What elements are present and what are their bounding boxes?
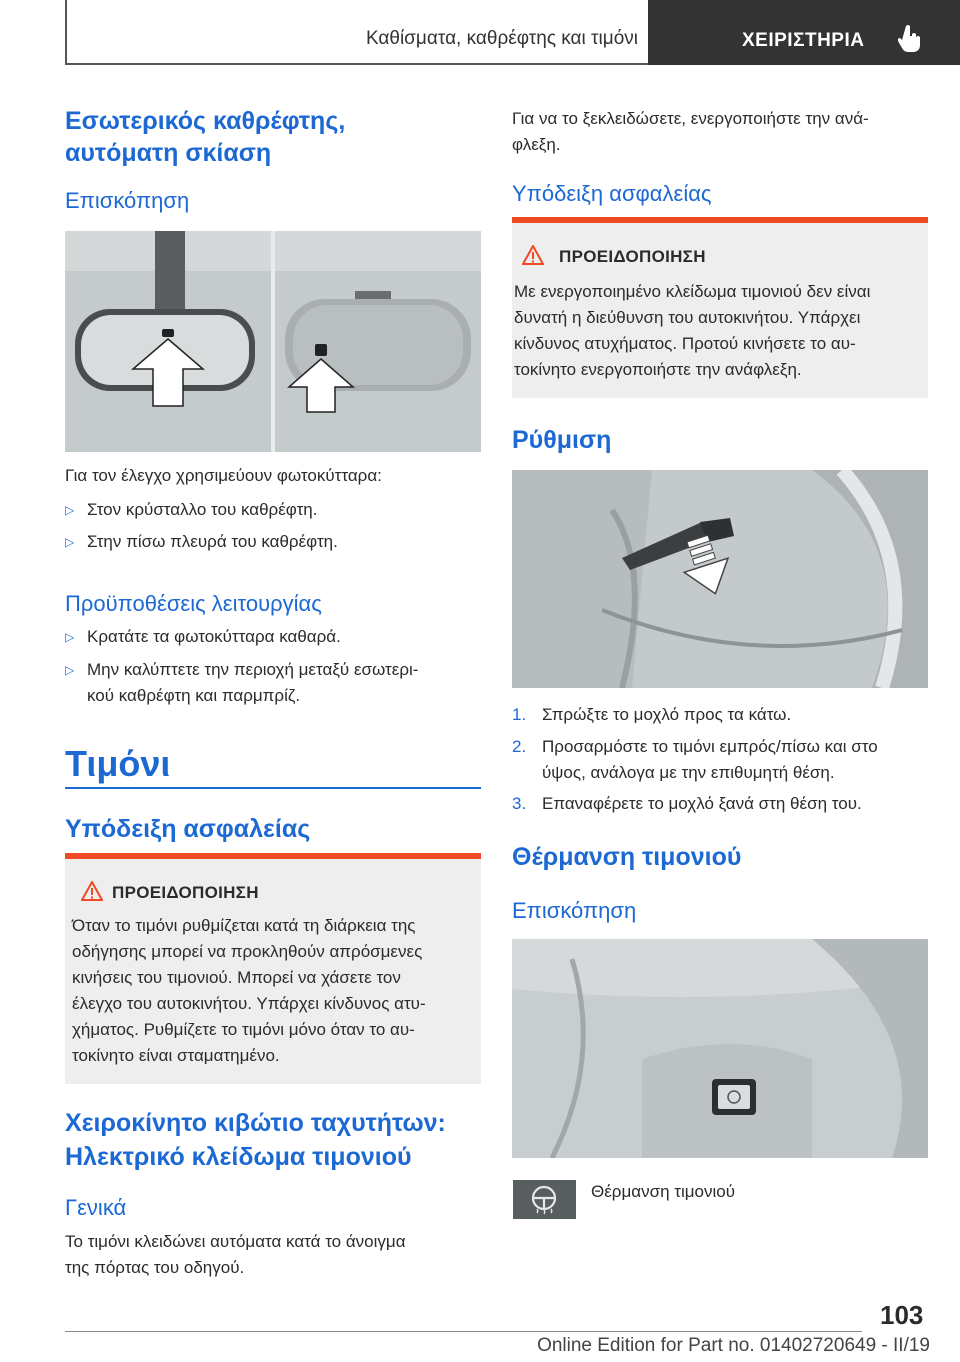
warning-box-right [512,217,928,398]
chapter-title: Καθίσματα, καθρέφτης και τιμόνι [365,28,638,49]
safety-heading: Υπόδειξη ασφαλείας [65,815,311,843]
heating-heading: Θέρμανση τιμονιού [512,843,742,871]
heating-caption: Θέρμανση τιμονιού [591,1182,736,1201]
warning-line: Με ενεργοποιημένο κλείδωμα τιμονιού δεν είναι [514,282,871,301]
triangle-bullet-icon: ▷ [65,663,75,677]
warning-line: κίνδυνος ατυχήματος. Προτού κινήσετε το αυ- [514,334,856,353]
page-number: 103 [880,1300,924,1330]
section-tab-label: ΧΕΙΡΙΣΤΗΡΙΑ [742,30,865,51]
heating-symbol-thumbnail [513,1180,576,1219]
warning-bar [512,217,928,223]
general-text-line2: της πόρτας του οδηγού. [65,1258,245,1277]
photocell-intro: Για τον έλεγχο χρησιμεύουν φωτοκύτταρα: [65,466,382,485]
warning-line: κινήσεις του τιμονιού. Μπορεί να χάσετε τον [72,968,401,987]
steering-lever-photo [512,470,928,688]
edition-footer: Online Edition for Part no. 01402720649 - II/19 [537,1335,930,1356]
footer-rule [65,1331,862,1332]
section-rule [65,787,481,789]
conditions-heading: Προϋποθέσεις λειτουργίας [65,591,322,616]
general-text-line1: Το τιμόνι κλειδώνει αυτόματα κατά το άνοιγμα [65,1232,406,1251]
warning-line: τοκίνητο είναι σταματημένο. [72,1046,280,1065]
warning-box [65,853,481,1084]
hand-pointer-icon [898,24,924,54]
triangle-bullet-icon: ▷ [65,535,75,549]
warning-line: τοκίνητο ενεργοποιήστε την ανάφλεξη. [514,360,802,379]
header-rule [65,0,67,64]
warning-title: ΠΡΟΕΙΔΟΠΟΙΗΣΗ [112,883,259,902]
header-underline [65,63,648,65]
warning-line: έλεγχο του αυτοκινήτου. Υπάρχει κίνδυνος ατυ- [72,994,426,1013]
triangle-bullet-icon: ▷ [65,630,75,644]
general-heading: Γενικά [65,1195,127,1220]
unlock-text-line2: φλεξη. [512,135,561,154]
warning-triangle-icon [81,881,103,901]
heating-overview-heading: Επισκόπηση [512,898,637,923]
warning-line: χήματος. Ρυθμίζετε το τιμόνι μόνο όταν το αυ- [72,1020,415,1039]
mirror-photo [65,231,481,452]
warning-triangle-icon [522,245,544,265]
warning-bar [65,853,481,859]
triangle-bullet-icon: ▷ [65,503,75,517]
mirror-title-line2: αυτόματη σκίαση [65,139,272,167]
overview-heading: Επισκόπηση [65,188,190,213]
warning-line: Όταν το τιμόνι ρυθμίζεται κατά τη διάρκεια της [72,916,416,935]
warning-line: δυνατή η διεύθυνση του αυτοκινήτου. Υπάρχει [514,308,861,327]
warning-line: οδήγησης μπορεί να προκληθούν απρόσμενες [72,942,423,961]
steering-heat-icon [513,1180,576,1219]
gearbox-heading-line1: Χειροκίνητο κιβώτιο ταχυτήτων: [65,1109,446,1137]
safety-heading-right: Υπόδειξη ασφαλείας [512,181,712,206]
heating-button-photo [512,939,928,1158]
gearbox-heading-line2: Ηλεκτρικό κλείδωμα τιμονιού [65,1143,412,1171]
warning-title: ΠΡΟΕΙΔΟΠΟΙΗΣΗ [559,247,706,266]
unlock-text-line1: Για να το ξεκλειδώσετε, ενεργοποιήστε την ανά- [512,109,869,128]
adjust-heading: Ρύθμιση [512,426,612,454]
steering-heading: Τιμόνι [65,743,171,784]
mirror-title-line1: Εσωτερικός καθρέφτης, [65,107,346,135]
